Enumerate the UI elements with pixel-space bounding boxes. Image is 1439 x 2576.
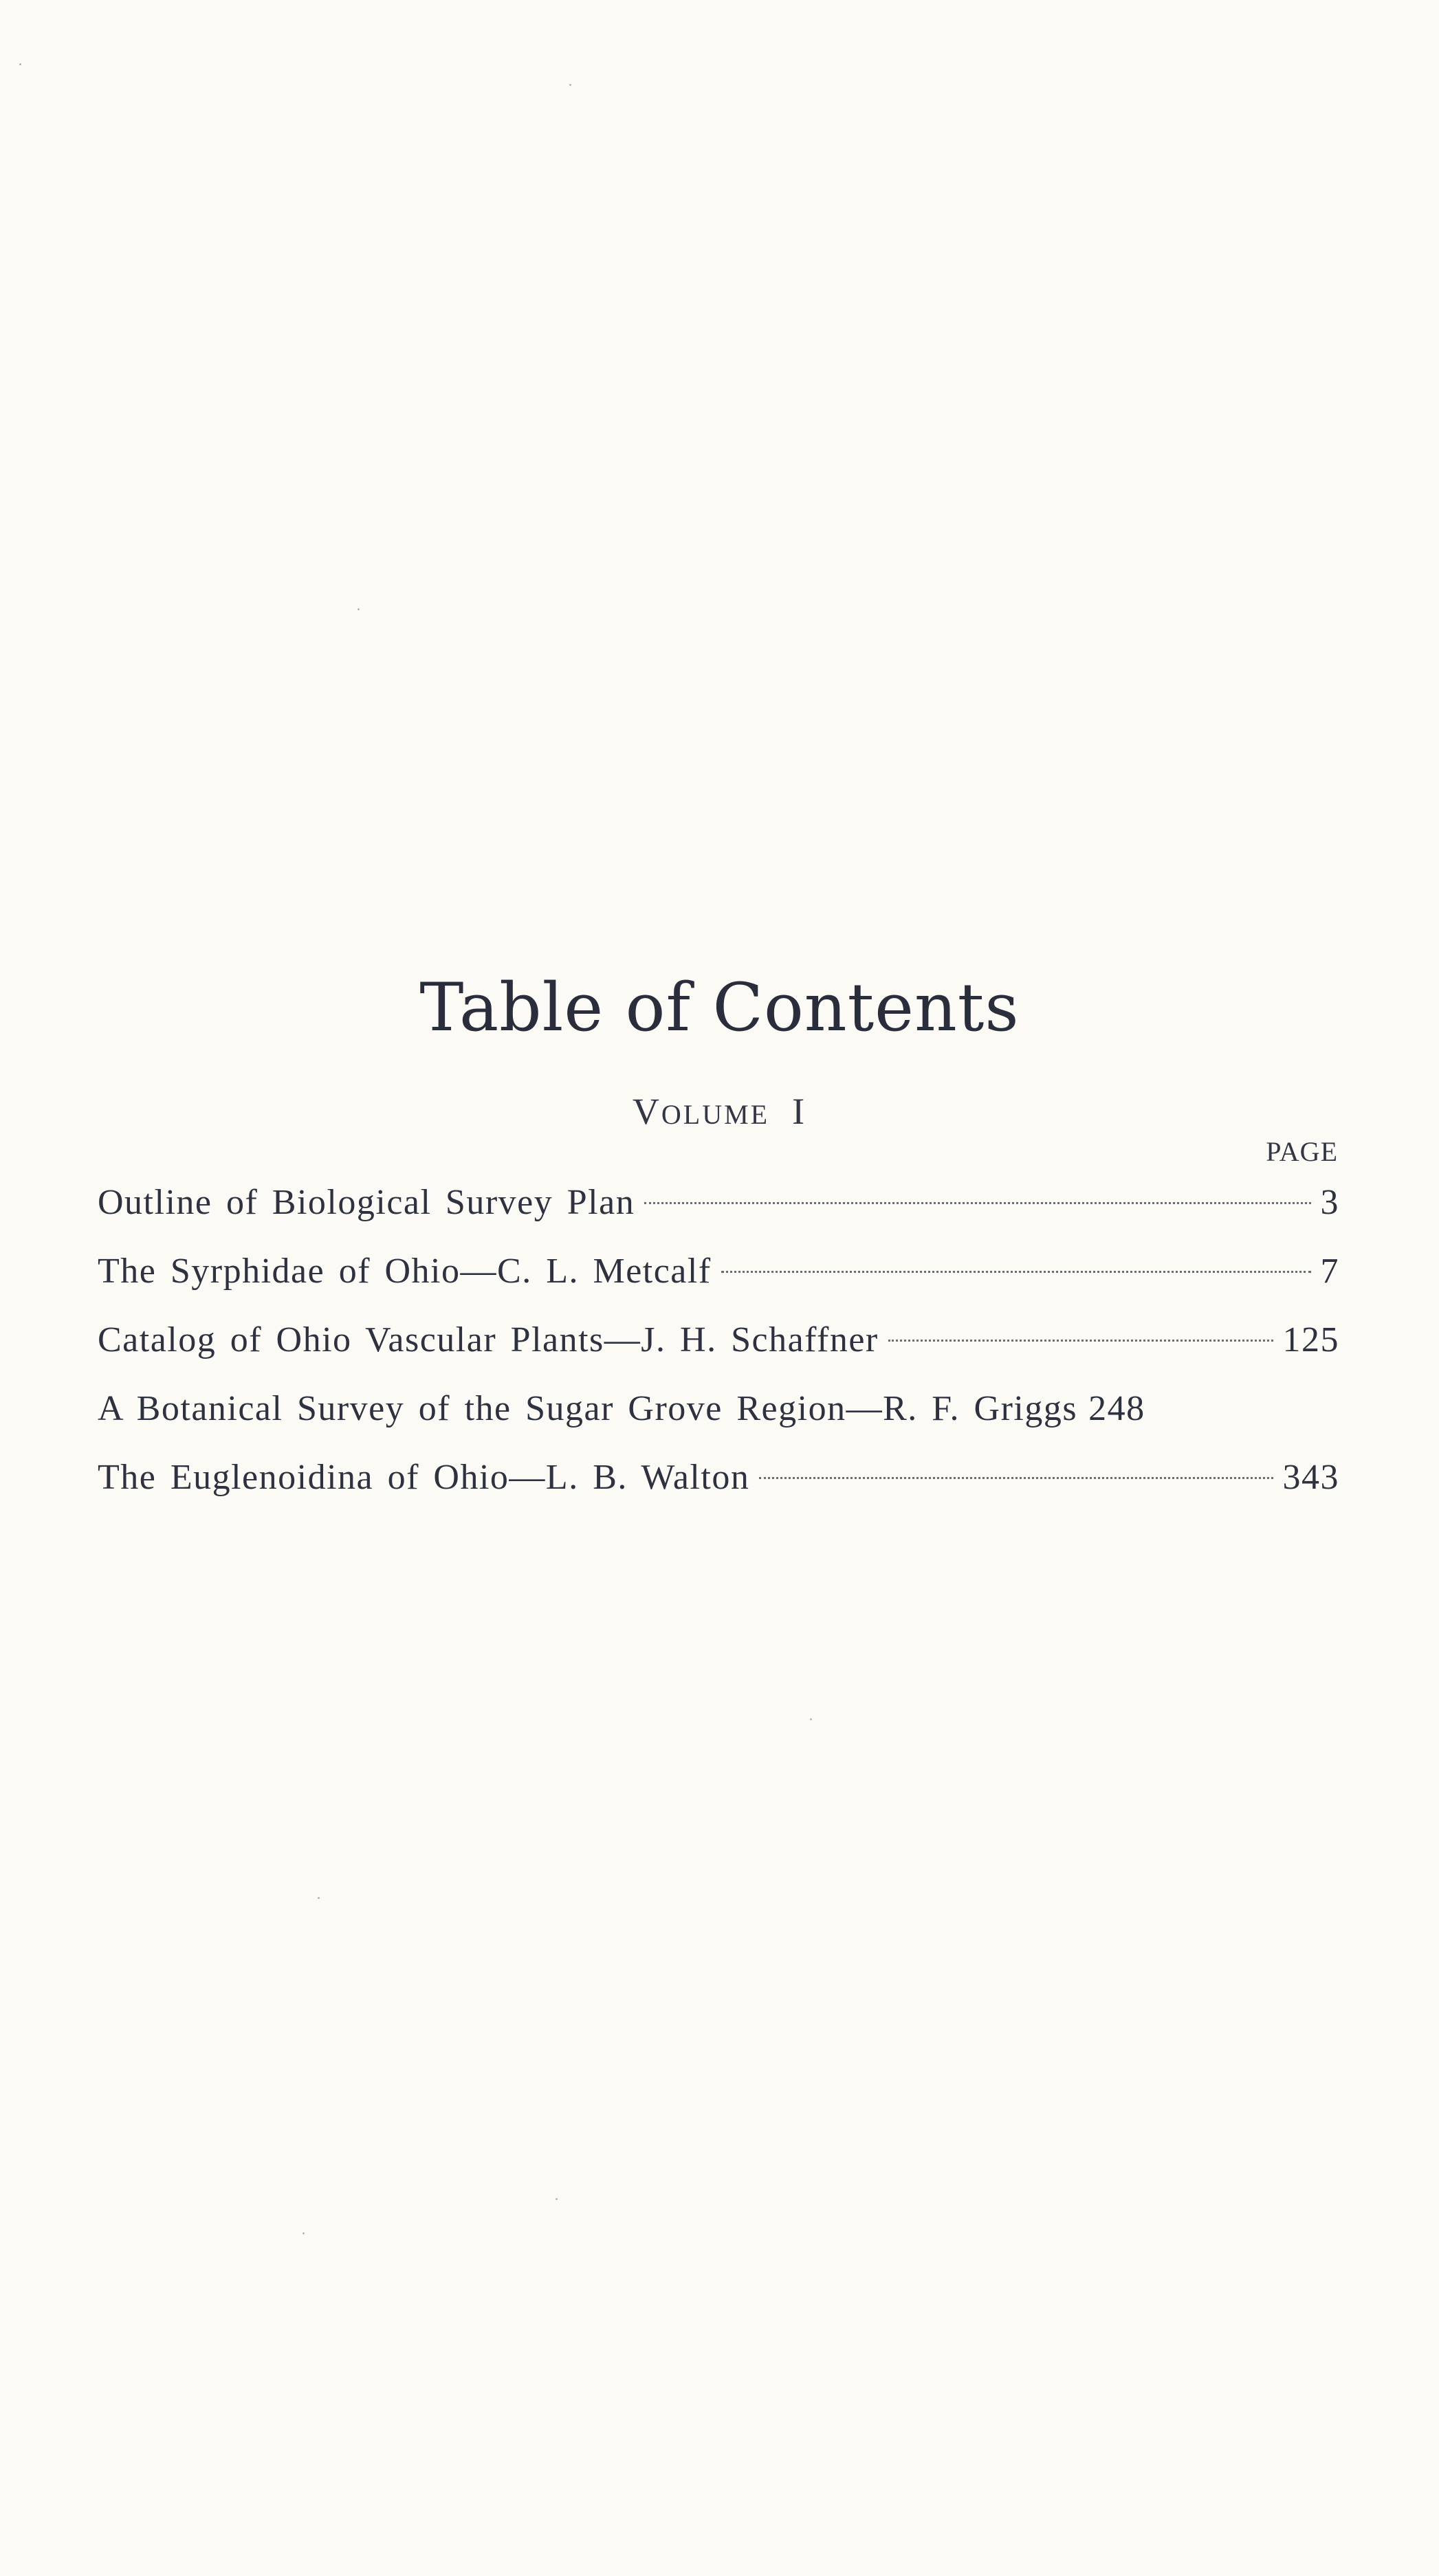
paper-speck	[556, 2198, 558, 2200]
entry-title: A Botanical Survey of the Sugar Grove Region—R. F. Griggs	[98, 1389, 1078, 1428]
paper-speck	[19, 63, 21, 65]
contents-entry	[98, 1306, 1339, 1375]
page-column-label: PAGE	[1266, 1136, 1338, 1167]
paper-speck	[318, 1897, 320, 1899]
paper-speck	[569, 84, 571, 86]
paper-speck	[303, 2232, 305, 2234]
contents-entry	[98, 1237, 1339, 1306]
contents-list	[98, 1168, 1339, 1512]
entry-page-number: 3	[1320, 1183, 1339, 1222]
contents-entry	[98, 1375, 1339, 1443]
dot-leader	[759, 1477, 1273, 1479]
entry-page-number: 343	[1282, 1458, 1339, 1497]
dot-leader	[721, 1271, 1311, 1273]
volume-label-rest: OLUME	[661, 1099, 770, 1130]
volume-heading	[0, 1093, 1439, 1130]
contents-entry	[98, 1168, 1339, 1237]
contents-entry	[98, 1443, 1339, 1512]
entry-page-number: 248	[1088, 1389, 1145, 1428]
entry-title: The Euglenoidina of Ohio—L. B. Walton	[98, 1458, 750, 1497]
entry-title: The Syrphidae of Ohio—C. L. Metcalf	[98, 1252, 712, 1291]
entry-title: Outline of Biological Survey Plan	[98, 1183, 635, 1222]
entry-page-number: 125	[1282, 1320, 1339, 1359]
paper-speck	[358, 608, 360, 610]
entry-page-number: 7	[1320, 1252, 1339, 1291]
page-title: Table of Contents	[419, 969, 1020, 1046]
dot-leader	[888, 1340, 1273, 1342]
volume-number: I	[792, 1091, 807, 1132]
entry-title: Catalog of Ohio Vascular Plants—J. H. Schaffner	[98, 1320, 879, 1359]
dot-leader	[644, 1202, 1310, 1204]
volume-label-initial: V	[632, 1091, 661, 1132]
paper-speck	[810, 1718, 812, 1720]
